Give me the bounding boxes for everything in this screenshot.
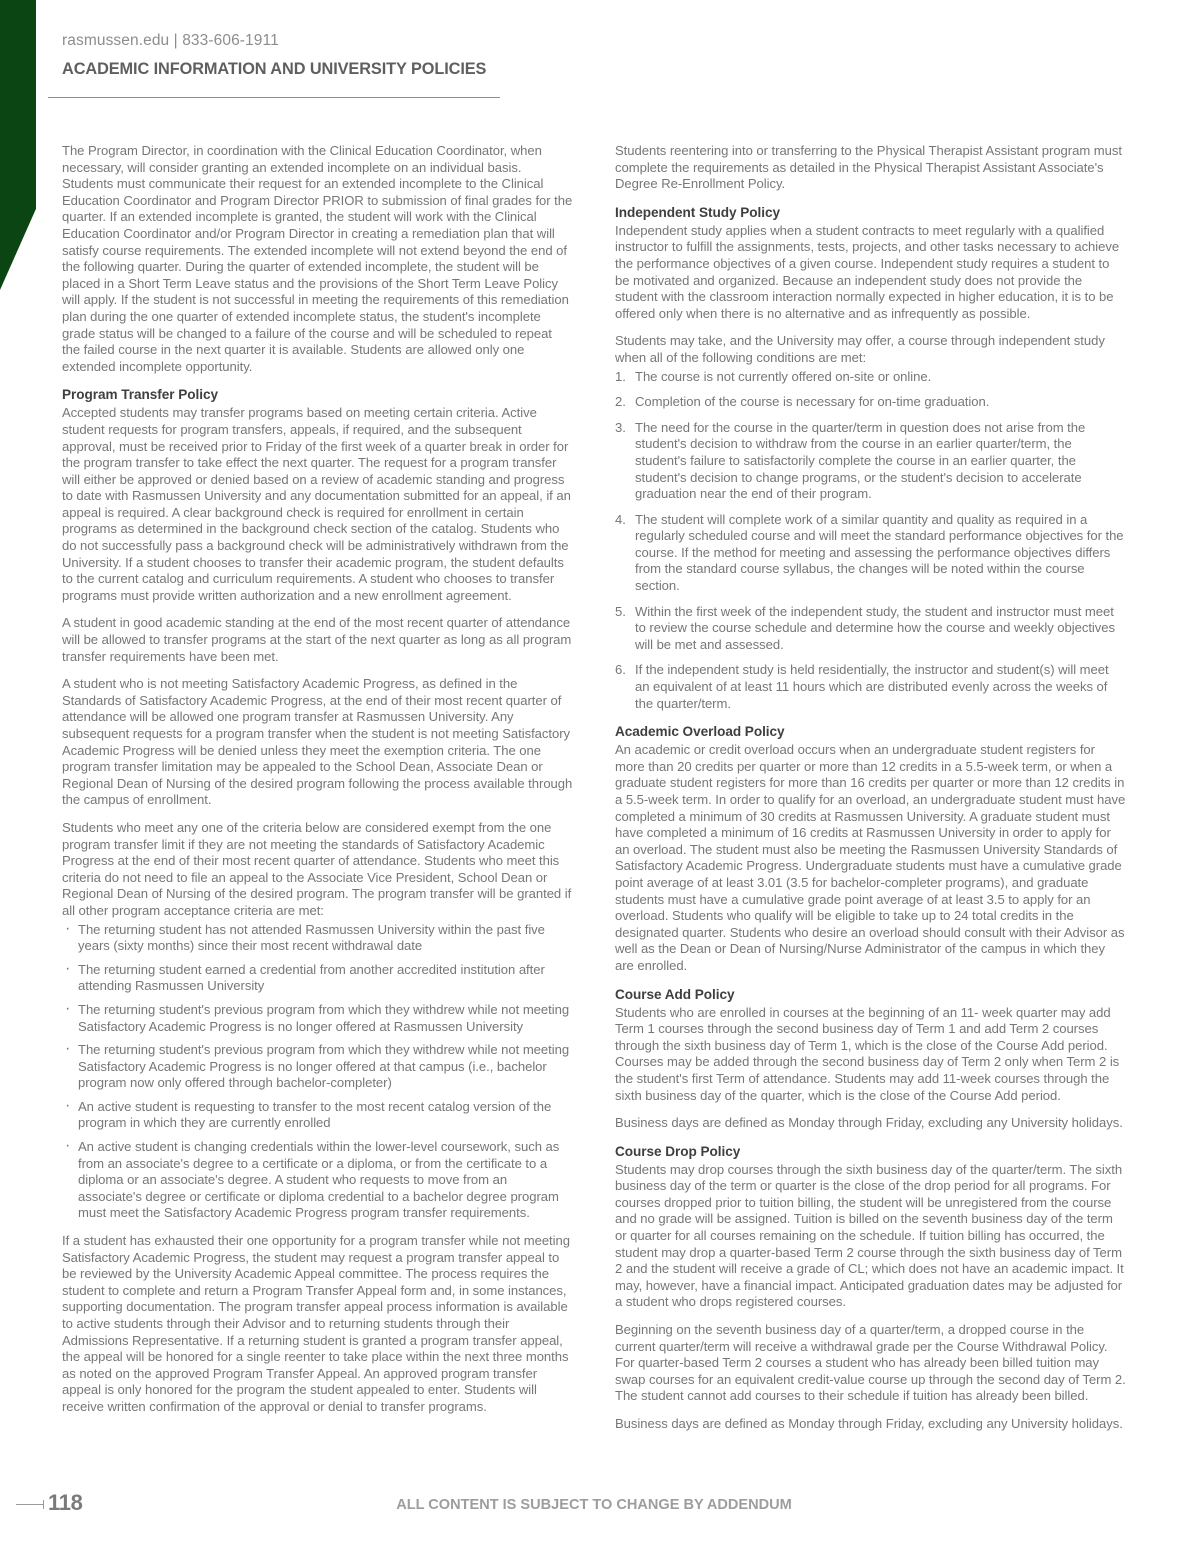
paragraph-course-add: Students who are enrolled in courses at the beginning of an 11- week quarter may add Term 1 courses through the second business day of Term 1 and add Term 2 courses through the sixth business day of Term 1, which is the close of the Course Add period. Courses may be added through the second business day of Term 2 only when Term 2 is the student's first Term of attendance. Students may add 11-week courses through the sixth business day of the quarter, which is the close of the Course Add period. [615,1004,1120,1103]
page-number: 118 [48,1490,83,1515]
paragraph-course-add-business-days: Business days are defined as Monday through Friday, excluding any University holidays. [615,1115,1123,1131]
list-item: · The returning student's previous program from which they withdrew while not meeting Satisfactory Academic Progress is no longer offered at Rasmussen University [62,1002,573,1035]
list-item: The need for the course in the quarter/term in question does not arise from the student's decision to withdraw from the course in an earlier quarter/term, the student's failure to satisfactorily complete the course in an earlier quarter, the student's decision to change programs, or the student's decision to accelerate graduation near the end of their program. [635,419,1086,502]
heading-independent-study-policy: Independent Study Policy [615,204,780,220]
paragraph-independent-study-conditions-intro: Students may take, and the University may offer, a course through independent study when all of the following conditions are met: [615,333,1105,365]
heading-program-transfer-policy: Program Transfer Policy [62,387,218,403]
page-footer [0,1490,1188,1520]
paragraph-good-standing-transfer: A student in good academic standing at the end of the most recent quarter of attendance will be allowed to transfer programs at the start of the next quarter as long as all program transfer requirements have been met. [62,615,572,664]
list-item: Within the first week of the independent study, the student and instructor must meet to review the course schedule and determine how the course and weekly objectives will be met and assessed. [635,603,1116,652]
header-divider-rule [48,97,500,98]
list-exemption-criteria [62,922,573,1223]
list-independent-study-conditions [615,369,1126,713]
page-title: ACADEMIC INFORMATION AND UNIVERSITY POLICIES [62,58,487,78]
footer-notice: ALL CONTENT IS SUBJECT TO CHANGE BY ADDENDUM [396,1496,792,1513]
page-header [62,30,522,81]
paragraph-transfer-criteria: Accepted students may transfer programs based on meeting certain criteria. Active student requests for program transfers, appeals, if required, and the subsequent approval, must be received prior to Friday of the first week of a quarter break in order for the program transfer to take effect the next quarter. The request for a program transfer will either be approved or denied based on a review of academic standing and progress to date with Rasmussen University and any documentation submitted for an appeal, if an appeal is required. A clear background check is required for enrollment in certain programs as determined in the background check section of the catalog. Students who do not successfully pass a background check will be administratively withdrawn from the University. If a student chooses to transfer their academic program, the student defaults to the current catalog and curriculum requirements. A student who chooses to transfer programs must provide written authorization and a new enrollment agreement. [62,405,571,603]
paragraph-course-drop-business-days: Business days are defined as Monday through Friday, excluding any University holidays. [615,1416,1123,1431]
list-item: · An active student is changing credentials within the lower-level coursework, such as from an associate's degree to a certificate or a diploma, or from the certificate to a diploma or an associate's degree. A student who requests to move from an associate's degree or certificate or diploma credential to a bachelor degree program must meet the Satisfactory Academic Progress program transfer requirements. [62,1139,573,1222]
paragraph-extended-incomplete: The Program Director, in coordination with the Clinical Education Coordinator, when necessary, will consider granting an extended incomplete on an individual basis. Students must communicate their request for an extended incomplete to the Clinical Education Coordinator and Program Director PRIOR to submission of final grades for the quarter. If an extended incomplete is granted, the student will work with the Clinical Education Coordinator and/or Program Director in creating a remediation plan that will satisfy course requirements. The extended incomplete will not extend beyond the end of the following quarter. During the quarter of extended incomplete, the student will be placed in a Short Term Leave status and the provisions of the Short Term Leave Policy will apply. If the student is not successful in meeting the requirements of this remediation plan during the one quarter of extended incomplete status, the student's incomplete grade status will be changed to a failure of the course and will be scheduled to repeat the failed course in the next quarter it is available. Students are allowed only one extended incomplete opportunity. [62,143,573,374]
heading-course-drop-policy: Course Drop Policy [615,1143,741,1159]
paragraph-course-drop: Students may drop courses through the sixth business day of the quarter/term. The sixth business day of the term or quarter is the close of the drop period for all programs. For courses dropped prior to tuition billing, the student will be unregistered from the course and no grade will be assigned. Tuition is billed on the seventh business day of the term or quarter for all courses remaining on the schedule. If tuition billing has occurred, the student may drop a quarter-based Term 2 course through the sixth business day of Term 2 and the student will receive a grade of CL; which does not have an academic impact. It may, however, have a financial impact. Anticipated graduation dates may be adjusted for a student who drops registered courses. [615,1161,1124,1310]
list-item: The student will complete work of a similar quantity and quality as required in a regularly scheduled course and will meet the standard performance objectives for the course. If the method for meeting and assessing the performance objectives differs from the standard course syllabus, the changes will be noted within the course section. [635,511,1124,594]
paragraph-exemption-intro: Students who meet any one of the criteria below are considered exempt from the one program transfer limit if they are not meeting the standards of Satisfactory Academic Progress at the end of their most recent quarter of attendance. Students who meet this criteria do not need to file an appeal to the Associate Vice President, School Dean or Regional Dean of Nursing of the desired program. The program transfer will be granted if all other program acceptance criteria are met: [62,819,572,918]
heading-academic-overload-policy: Academic Overload Policy [615,724,785,740]
list-item: · The returning student earned a credential from another accredited institution after attending Rasmussen University [62,962,573,995]
list-item: · The returning student has not attended Rasmussen University within the past five years (sixty months) since their most recent withdrawal date [62,922,573,955]
paragraph-transfer-appeal: If a student has exhausted their one opportunity for a program transfer while not meeting Satisfactory Academic Progress, the student may request a program transfer appeal to be reviewed by the University Academic Appeal committee. The process requires the student to complete and return a Program Transfer Appeal form and, in some instances, supporting documentation. The program transfer appeal process information is available to active students through their Advisor and to returning students through their Admissions Representative. If a returning student is granted a program transfer appeal, the appeal will be honored for a single reenter to take place within the next three months as noted on the approved Program Transfer Appeal. An approved program transfer appeal is only honored for the program the student appealed to enter. Students will receive written confirmation of the approval or denial to transfer programs. [62,1233,570,1414]
right-column [615,143,1126,1444]
paragraph-independent-study-overview: Independent study applies when a student contracts to meet regularly with a qualified instructor to fulfill the assignments, tests, projects, and other tasks necessary to achieve the performance objectives of a given course. Independent study requires a student to be motivated and organized. Because an independent study does not provide the student with the classroom interaction normally expected in higher education, it is to be offered only when there is no alternative and as infrequently as possible. [615,222,1120,321]
list-item: · An active student is requesting to transfer to the most recent catalog version of the program in which they are currently enrolled [62,1099,573,1132]
paragraph-pta-reenrollment: Students reentering into or transferring to the Physical Therapist Assistant program must complete the requirements as detailed in the Physical Therapist Assistant Associate's Degree Re-Enrollment Policy. [615,143,1122,192]
decorative-green-band [0,0,36,290]
header-contact-line: rasmussen.edu | 833-606-1911 [62,32,279,49]
paragraph-course-drop-withdrawal: Beginning on the seventh business day of a quarter/term, a dropped course in the current quarter/term will receive a withdrawal grade per the Course Withdrawal Policy. For quarter-based Term 2 courses a student who has already been billed tuition may swap courses for an equivalent credit-value course up through the second day of Term 2. The student cannot add courses to their schedule if tuition has already been billed. [615,1322,1126,1404]
list-item: If the independent study is held residentially, the instructor and student(s) will meet an equivalent of at least 11 hours which are distributed evenly across the weeks of the quarter/term. [635,662,1109,711]
two-column-body [62,143,1126,1444]
list-item: The course is not currently offered on-site or online. [635,368,932,384]
list-item: · The returning student's previous program from which they withdrew while not meeting Satisfactory Academic Progress is no longer offered at that campus (i.e., bachelor program now only offered through bachelor-completer) [62,1042,573,1092]
paragraph-academic-overload: An academic or credit overload occurs when an undergraduate student registers for more than 20 credits per quarter or more than 12 credits in a 5.5-week term, or when a graduate student registers for more than 16 credits per quarter or more than 12 credits in a 5.5-week term. In order to qualify for an overload, an undergraduate student must have completed a minimum of 30 credits at Rasmussen University. A graduate student must have completed a minimum of 16 credits at Rasmussen University in order to apply for an overload. The student must also be meeting the Rasmussen University Standards of Satisfactory Academic Progress. Undergraduate students must have a cumulative grade point average of at least 3.01 (3.5 for bachelor-completer programs), and graduate students must have a cumulative grade point average of at least 3.5 to apply for an overload. Students who qualify will be eligible to take up to 24 total credits in the designated quarter. Students who desire an overload should consult with their Advisor as well as the Dean or Dean of Nursing/Nurse Administrator of the campus in which they are enrolled. [615,742,1126,973]
list-item: Completion of the course is necessary for on-time graduation. [635,394,990,410]
paragraph-sap-transfer-limit: A student who is not meeting Satisfactory Academic Progress, as defined in the Standards of Satisfactory Academic Progress, at the end of their most recent quarter of attendance will be allowed one program transfer at Rasmussen University. Any subsequent requests for a program transfer when the student is not meeting Satisfactory Academic Progress will be denied unless they meet the exemption criteria. The one program transfer limitation may be appealed to the School Dean, Associate Dean or Regional Dean of Nursing of the desired program following the process available through the campus of enrollment. [62,676,573,808]
left-column [62,143,573,1444]
heading-course-add-policy: Course Add Policy [615,986,735,1002]
